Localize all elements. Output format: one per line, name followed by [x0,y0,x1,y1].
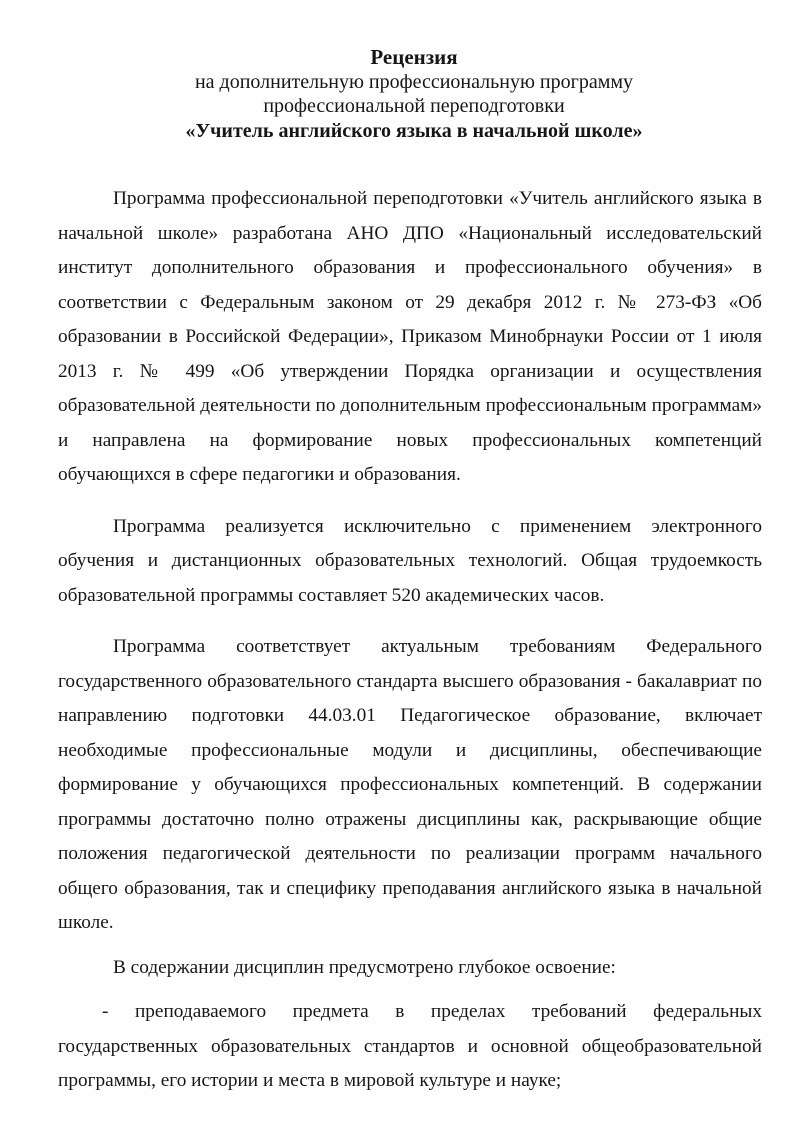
program-title: «Учитель английского языка в начальной школе» [185,120,643,142]
subtitle-line-1: на дополнительную профессиональную программу [194,71,634,93]
paragraph-content-intro: В содержании дисциплин предусмотрено глубокое освоение: [113,956,616,978]
document-body [58,182,762,1099]
list-item-subject-mastery: - преподаваемого предмета в пределах требований федеральных государственных образовательных стандартов и основной общеобразовательной программы, его истории и места в мировой культуре и науке; [58,1001,762,1091]
subtitle-line-2: профессиональной переподготовки [263,95,565,117]
paragraph-program-development: Программа профессиональной переподготовки «Учитель английского языка в начальной школе» разработана АНО ДПО «Национальный исследовательский институт дополнительного образования и профессионального обучения» в соответствии с Федеральным законом от 29 декабря 2012 г. № 273-ФЗ «Об образовании в Российской Федерации», Приказом Минобрнауки России от 1 июля 2013 г. № 499 «Об утверждении Порядка организации и осуществления образовательной деятельности по дополнительным профессиональным программам» и направлена на формирование новых профессиональных компетенций обучающихся в сфере педагогики и образования. [58,188,762,485]
document-header [66,44,762,144]
paragraph-program-compliance: Программа соответствует актуальным требованиям Федерального государственного образовательного стандарта высшего образования - бакалавриат по направлению подготовки 44.03.01 Педагогическое образование, включает необходимые профессиональные модули и дисциплины, обеспечивающие формирование у обучающихся профессиональных компетенций. В содержании программы достаточно полно отражены дисциплины как, раскрывающие общие положения педагогической деятельности по реализации программ начального общего образования, так и специфику преподавания английского языка в начальной школе. [58,636,762,933]
document-title: Рецензия [370,45,458,69]
paragraph-program-implementation: Программа реализуется исключительно с применением электронного обучения и дистанционных образовательных технологий. Общая трудоемкость образовательной программы составляет 520 академических часов. [58,515,762,606]
